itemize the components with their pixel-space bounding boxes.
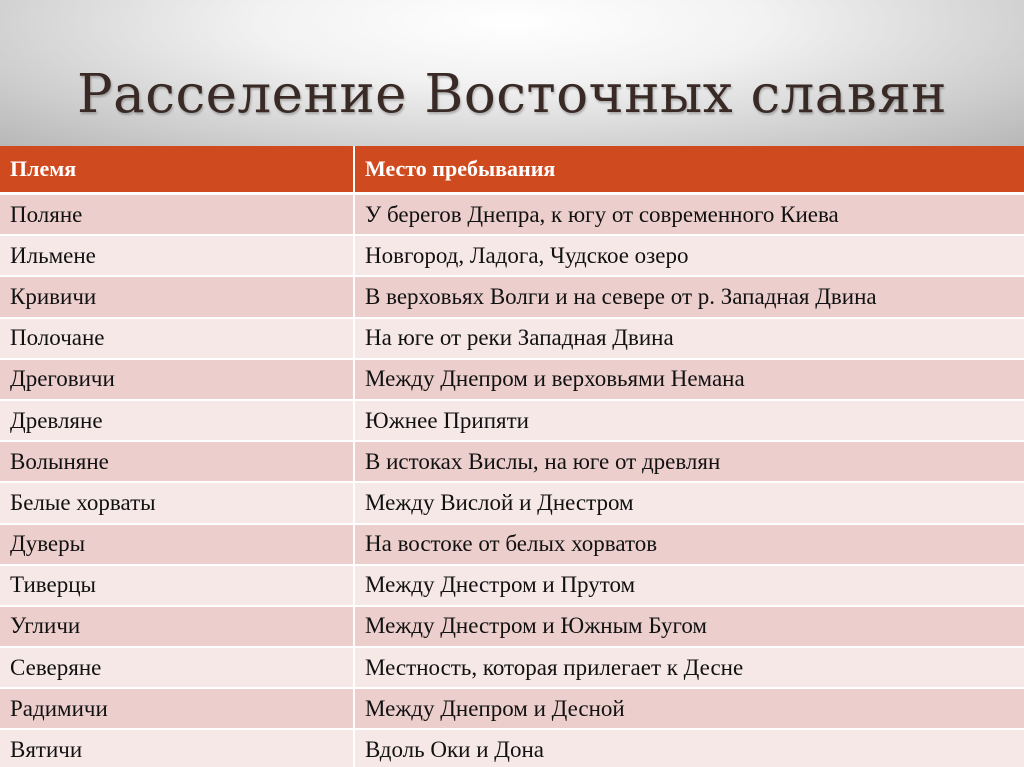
tribe-location-cell: Местность, которая прилегает к Десне [354,647,1024,688]
table-row [0,729,1024,767]
tribe-location-cell: Между Днепром и верховьями Немана [354,359,1024,400]
table-header [0,146,1024,194]
tribe-location-cell: На юге от реки Западная Двина [354,318,1024,359]
tribe-location-cell: Между Днестром и Южным Бугом [354,606,1024,647]
tribe-location-cell: Новгород, Ладога, Чудское озеро [354,235,1024,276]
tribe-location-cell: Между Днепром и Десной [354,688,1024,729]
tribe-location-cell: В истоках Вислы, на юге от древлян [354,441,1024,482]
tribe-name-cell: Дреговичи [0,359,354,400]
tribe-location-cell: На востоке от белых хорватов [354,524,1024,565]
table-row [0,235,1024,276]
slide-title: Расселение Восточных славян [77,64,947,125]
tribe-name-cell: Северяне [0,647,354,688]
table-row [0,318,1024,359]
tribe-name-cell: Поляне [0,194,354,236]
tribe-name-cell: Угличи [0,606,354,647]
tribe-name-cell: Ильмене [0,235,354,276]
table-row [0,400,1024,441]
table-row [0,606,1024,647]
table-body [0,194,1024,767]
tribe-name-cell: Белые хорваты [0,482,354,523]
tribe-name-cell: Древляне [0,400,354,441]
tribe-name-cell: Волыняне [0,441,354,482]
table-row [0,524,1024,565]
tribe-name-cell: Полочане [0,318,354,359]
tribe-location-cell: В верховьях Волги и на севере от р. Западная Двина [354,276,1024,317]
table-row [0,688,1024,729]
tribe-name-cell: Кривичи [0,276,354,317]
table-row [0,482,1024,523]
tribes-table [0,146,1024,767]
tribe-name-cell: Дуверы [0,524,354,565]
tribe-location-cell: Южнее Припяти [354,400,1024,441]
tribe-name-cell: Тиверцы [0,565,354,606]
tribe-name-cell: Вятичи [0,729,354,767]
tribe-name-cell: Радимичи [0,688,354,729]
table-row [0,441,1024,482]
tribe-location-cell: У берегов Днепра, к югу от современного Киева [354,194,1024,236]
table-row [0,359,1024,400]
header-row [0,146,1024,194]
tribe-location-cell: Между Днестром и Прутом [354,565,1024,606]
table-row [0,565,1024,606]
header-location: Место пребывания [354,146,1024,194]
tribe-location-cell: Вдоль Оки и Дона [354,729,1024,767]
table-row [0,276,1024,317]
table-row [0,194,1024,236]
header-tribe: Племя [0,146,354,194]
tribe-location-cell: Между Вислой и Днестром [354,482,1024,523]
table-row [0,647,1024,688]
title-area [0,0,1024,146]
